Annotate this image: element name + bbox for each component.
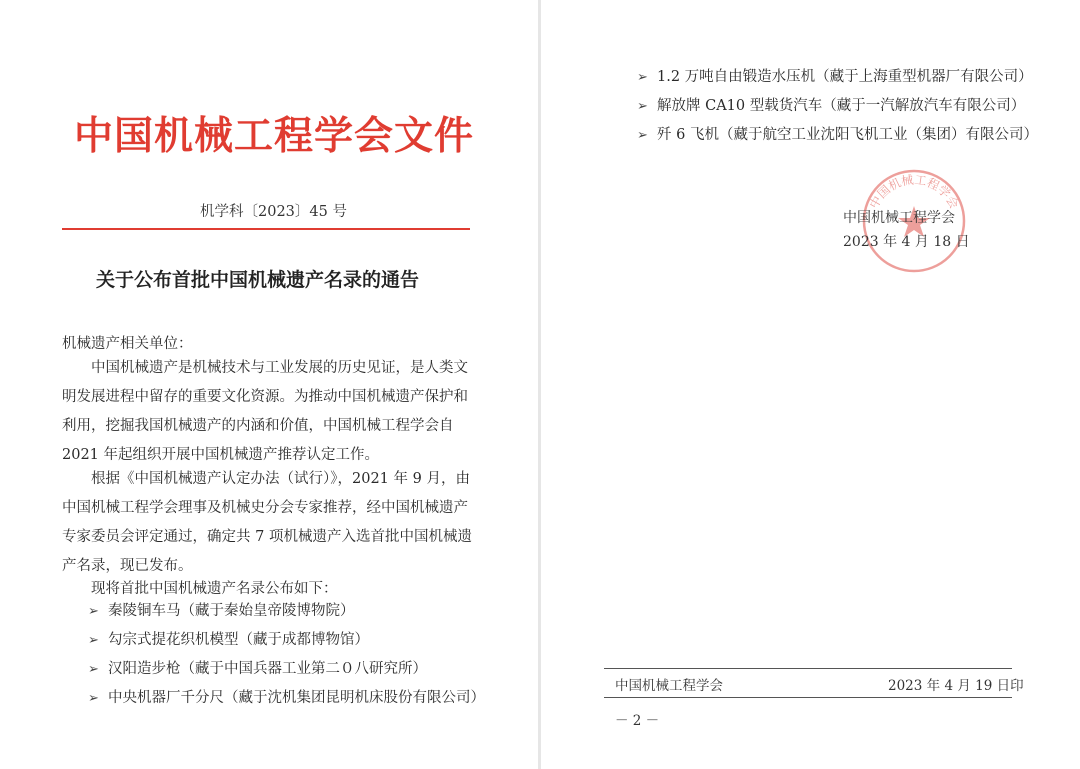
list-item-text: 汉阳造步枪（藏于中国兵器工业第二０八研究所） [108, 661, 427, 677]
paragraph-intro: 中国机械遗产是机械技术与工业发展的历史见证，是人类文明发展进程中留存的重要文化资源。为推动中国机械遗产保护和利用，挖掘我国机械遗产的内涵和价值，中国机械工程学会自2021 年起组织开展中国机械遗产推荐认定工作。 [62, 360, 468, 463]
heritage-list-right [637, 63, 1057, 150]
arrow-bullet-icon: ➢ [88, 604, 99, 619]
arrow-bullet-icon: ➢ [637, 70, 648, 85]
left-page [0, 0, 538, 769]
salutation: 机械遗产相关单位： [62, 336, 193, 352]
arrow-bullet-icon: ➢ [88, 662, 99, 677]
list-item [637, 121, 1057, 150]
footer-rule-top [604, 668, 1012, 669]
document-number: 机学科〔2023〕45 号 [200, 204, 347, 220]
list-item-text: 秦陵铜车马（藏于秦始皇帝陵博物院） [108, 603, 355, 619]
list-item [88, 597, 488, 626]
paragraph-basis: 根据《中国机械遗产认定办法（试行）》，2021 年 9 月，由中国机械工程学会理事及机械史分会专家推荐，经中国机械遗产专家委员会评定通过，确定共 7 项机械遗产入选首批中国机械遗产名录，现已发布。 [62, 471, 472, 574]
svg-text:中国机械工程学会 [866, 172, 961, 211]
arrow-bullet-icon: ➢ [637, 99, 648, 114]
list-item-text: 勾宗式提花织机模型（藏于成都博物馆） [108, 632, 369, 648]
list-item-text: 解放牌 CA10 型载货汽车（藏于一汽解放汽车有限公司） [657, 98, 1026, 114]
list-item-text: 1.2 万吨自由锻造水压机（藏于上海重型机器厂有限公司） [657, 69, 1033, 85]
list-item-text: 中央机器厂千分尺（藏于沈机集团昆明机床股份有限公司） [108, 690, 485, 706]
arrow-bullet-icon: ➢ [88, 691, 99, 706]
list-item [88, 684, 488, 713]
arrow-bullet-icon: ➢ [88, 633, 99, 648]
list-item [88, 655, 488, 684]
seal-text: 中国机械工程学会 [866, 172, 962, 211]
paragraph-list-intro: 现将首批中国机械遗产名录公布如下： [91, 581, 338, 597]
footer-organization: 中国机械工程学会 [615, 678, 723, 694]
document-header-title: 中国机械工程学会文件 [74, 113, 475, 159]
signature-organization: 中国机械工程学会 [843, 210, 955, 226]
list-item [88, 626, 488, 655]
list-item [637, 92, 1057, 121]
arrow-bullet-icon: ➢ [637, 128, 648, 143]
footer-rule-bottom [604, 697, 1012, 698]
list-item-text: 歼 6 飞机（藏于航空工业沈阳飞机工业（集团）有限公司） [657, 127, 1038, 143]
signature-date: 2023 年 4 月 18 日 [843, 234, 970, 250]
notice-title: 关于公布首批中国机械遗产名录的通告 [96, 269, 420, 291]
list-item [637, 63, 1057, 92]
header-red-rule [62, 228, 470, 230]
page-number: － 2 － [615, 713, 660, 729]
footer-print-date: 2023 年 4 月 19 日印 [888, 678, 1024, 694]
heritage-list-left [88, 597, 488, 713]
